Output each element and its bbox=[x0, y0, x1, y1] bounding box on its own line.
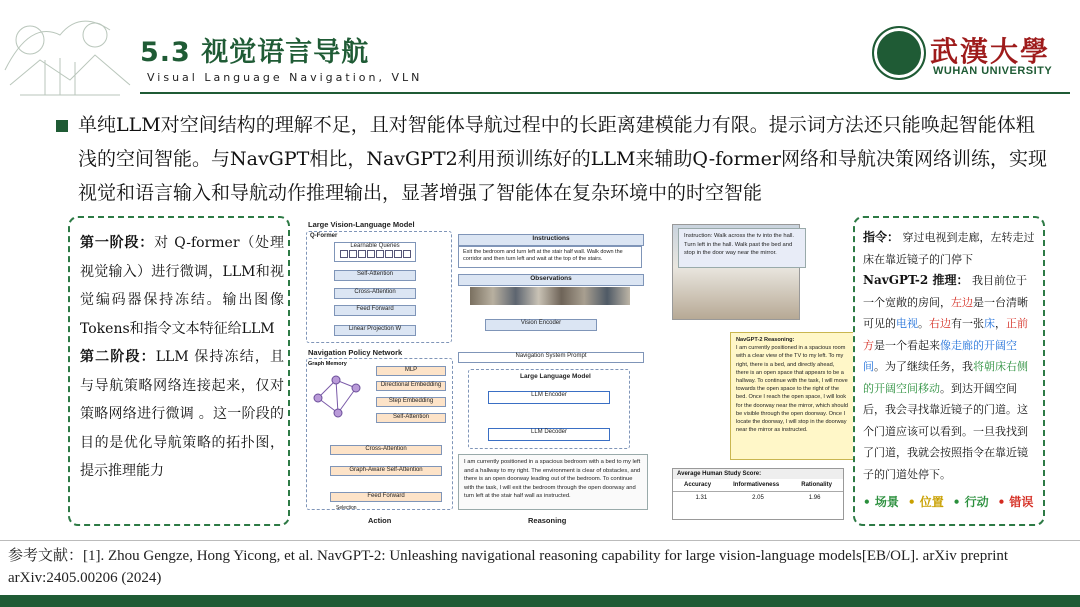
caption-reasoning: Reasoning bbox=[528, 516, 567, 525]
npn-graph-aware-attention: Graph-Aware Self-Attention bbox=[330, 466, 442, 476]
color-legend bbox=[863, 493, 1042, 510]
reasoning-segment: 像走廊的开阔空间 bbox=[863, 338, 1017, 373]
reasoning-segment: ， bbox=[995, 317, 1006, 330]
reasoning-segment: 是一个看起来 bbox=[874, 338, 940, 352]
study-header-accuracy: Accuracy bbox=[684, 482, 712, 488]
reasoning-segment: 是一台清晰可见的 bbox=[863, 295, 1028, 330]
stage2-text: LLM 保持冻结，且与导航策略网络连接起来，仅对策略网络进行微调 。这一阶段的目的是优化导航策略的拓扑图，提示推理能力 bbox=[80, 349, 284, 479]
reasoning-segment: 我目前位于一个宽敞的房间， bbox=[863, 274, 1027, 309]
legend-item: • 场景 bbox=[863, 495, 899, 509]
bullet-square-icon bbox=[56, 120, 68, 132]
reasoning-card bbox=[730, 332, 854, 460]
page-title: 5.3 视觉语言导航 bbox=[140, 37, 370, 68]
npn-self-attention: Self-Attention bbox=[376, 413, 446, 423]
reference-text: 参考文献：[1]. Zhou Gengze, Hong Yicong, et al. NavGPT-2: Unleashing navigational reasoning capability for large vision-language models[EB/OL]. arXiv preprint arXiv:2405.00206 (2024) bbox=[8, 548, 1009, 586]
reasoning-segment: 有一张 bbox=[951, 317, 984, 330]
instructions-text: Exit the bedroom and turn left at the stair half wall. Walk down the corridor and then turn left and wait at the top of the stairs. bbox=[458, 246, 642, 268]
observations-title: Observations bbox=[458, 274, 644, 286]
main-paragraph: 单纯LLM对空间结构的理解不足，且对智能体导航过程中的长距离建模能力有限。提示词方法还只能唤起智能体粗浅的空间智能。与NavGPT相比，NavGPT2利用预训练好的LLM来辅助Q-former网络和导航决策网络训练，实现视觉和语言输入和导航动作推理输出，显著增强了智能体在复杂环境中的时空智能 bbox=[78, 114, 1048, 204]
reasoning-segment: 左边 bbox=[951, 295, 973, 309]
header-divider bbox=[140, 92, 1070, 94]
llm-decoder: LLM Decoder bbox=[488, 428, 610, 441]
lvlm-title: Large Vision-Language Model bbox=[308, 220, 415, 229]
llm-title: Large Language Model bbox=[520, 373, 591, 380]
qformer-self-attention: Self-Attention bbox=[334, 270, 416, 281]
caption-action: Action bbox=[368, 516, 392, 525]
page-subtitle: Visual Language Navigation, VLN bbox=[147, 71, 423, 84]
university-logo-en: WUHAN UNIVERSITY bbox=[933, 65, 1053, 77]
footer-divider bbox=[0, 540, 1080, 541]
stage-description-text bbox=[80, 229, 284, 486]
legend-item: • 行动 bbox=[952, 495, 989, 509]
university-logo-cn: 武漢大學 bbox=[930, 35, 1051, 68]
vision-encoder: Vision Encoder bbox=[485, 319, 597, 331]
graph-memory-label: Graph Memory bbox=[308, 361, 347, 367]
legend-item: • 错误 bbox=[997, 495, 1034, 509]
navgpt2-architecture-figure bbox=[300, 216, 850, 528]
reasoning-segment: 右边 bbox=[929, 317, 951, 330]
reasoning-segment: 正前方 bbox=[863, 317, 1028, 352]
npn-directional-embedding: Directional Embedding bbox=[376, 381, 446, 391]
campus-sketch bbox=[0, 0, 135, 100]
reasoning-card-title: NavGPT-2 Reasoning: bbox=[736, 337, 795, 343]
qformer-cross-attention: Cross-Attention bbox=[334, 288, 416, 299]
npn-step-embedding: Step Embedding bbox=[376, 397, 446, 407]
stage1-label: 第一阶段： bbox=[80, 235, 155, 251]
reasoning-segment: 。为了继续任务，我 bbox=[874, 360, 973, 373]
reasoning-label: NavGPT-2 推理： bbox=[863, 273, 969, 287]
reasoning-segment: 。到达开阔空间后，我会寻找靠近镜子的门道。这个门道应该可以看到。一旦我找到了门道，我就会按照指令在靠近镜子的门道处停下。 bbox=[863, 381, 1028, 481]
observation-panorama bbox=[470, 287, 630, 305]
reasoning-text bbox=[863, 274, 1028, 481]
stage1-text: 对 Q-former（处理视觉输入）进行微调，LLM和视觉编码器保持冻结。输出图像Tokens和指令文本特征给LLM bbox=[80, 235, 284, 337]
npn-feed-forward: Feed Forward bbox=[330, 492, 442, 502]
llm-encoder: LLM Encoder bbox=[488, 391, 610, 404]
reasoning-card-text: I am currently positioned in a spacious room with a clear view of the TV to my left. To my right, there is a bed, and directly ahead, there is an open space that appears to be a hallway. To continue with the task, I will move towards the open space to the right of the bed. Once I reach the open space, I will look for the doorway near the mirror, which should be visible through the open doorway. Once I locate the doorway, I will stop in the doorway near the mirror as instructed. bbox=[736, 345, 848, 434]
selection-label: Selection bbox=[336, 505, 357, 511]
instruction-text: 穿过电视到走廊，左转走过床在靠近镜子的门停下 bbox=[863, 231, 1035, 266]
reasoning-segment: 将朝床右侧的开阔空间移动 bbox=[863, 360, 1028, 395]
legend-item: • 位置 bbox=[907, 495, 944, 509]
reasoning-example-text bbox=[863, 227, 1035, 485]
instruction-label: 指令： bbox=[863, 230, 900, 244]
stage2-label: 第二阶段： bbox=[80, 349, 156, 365]
study-value-rationality: 1.96 bbox=[808, 495, 821, 501]
graph-memory-diagram bbox=[308, 368, 368, 423]
university-seal-icon bbox=[872, 26, 926, 80]
reasoning-segment: 电视 bbox=[896, 317, 918, 330]
npn-title: Navigation Policy Network bbox=[308, 348, 403, 357]
qformer-feed-forward: Feed Forward bbox=[334, 305, 416, 316]
human-study-table bbox=[672, 468, 844, 520]
study-header-informativeness: Informativeness bbox=[733, 482, 780, 488]
npn-cross-attention: Cross-Attention bbox=[330, 445, 442, 455]
human-study-title: Average Human Study Score: bbox=[673, 469, 843, 479]
npn-mlp: MLP bbox=[376, 366, 446, 376]
footer-bar bbox=[0, 595, 1080, 607]
reasoning-segment: 。 bbox=[918, 317, 929, 330]
study-header-rationality: Rationality bbox=[801, 482, 832, 488]
qformer-title: Q-Former bbox=[310, 233, 338, 239]
instructions-title: Instructions bbox=[458, 234, 644, 246]
learnable-queries-label: Learnable Queries bbox=[350, 243, 400, 249]
linear-projection: Linear Projection W bbox=[334, 325, 416, 336]
llm-output-text: I am currently positioned in a spacious bedroom with a bed to my left and a hallway to my right. The environment is clear of obstacles, and there is an open doorway leading out of the bedroom. To continue with the task, I will exit the bedroom through the open doorway and turn left at the stair half wall as instructed. bbox=[458, 454, 648, 510]
study-value-accuracy: 1.31 bbox=[695, 495, 708, 501]
learnable-queries bbox=[334, 242, 416, 262]
reasoning-segment: 床 bbox=[984, 317, 995, 330]
instruction-card: Instruction: Walk across the tv into the hall. Turn left in the hall. Walk past the bed and stop in the door way near the mirror. bbox=[678, 228, 806, 268]
nav-system-prompt: Navigation System Prompt bbox=[458, 352, 644, 363]
study-value-informativeness: 2.05 bbox=[752, 495, 764, 501]
